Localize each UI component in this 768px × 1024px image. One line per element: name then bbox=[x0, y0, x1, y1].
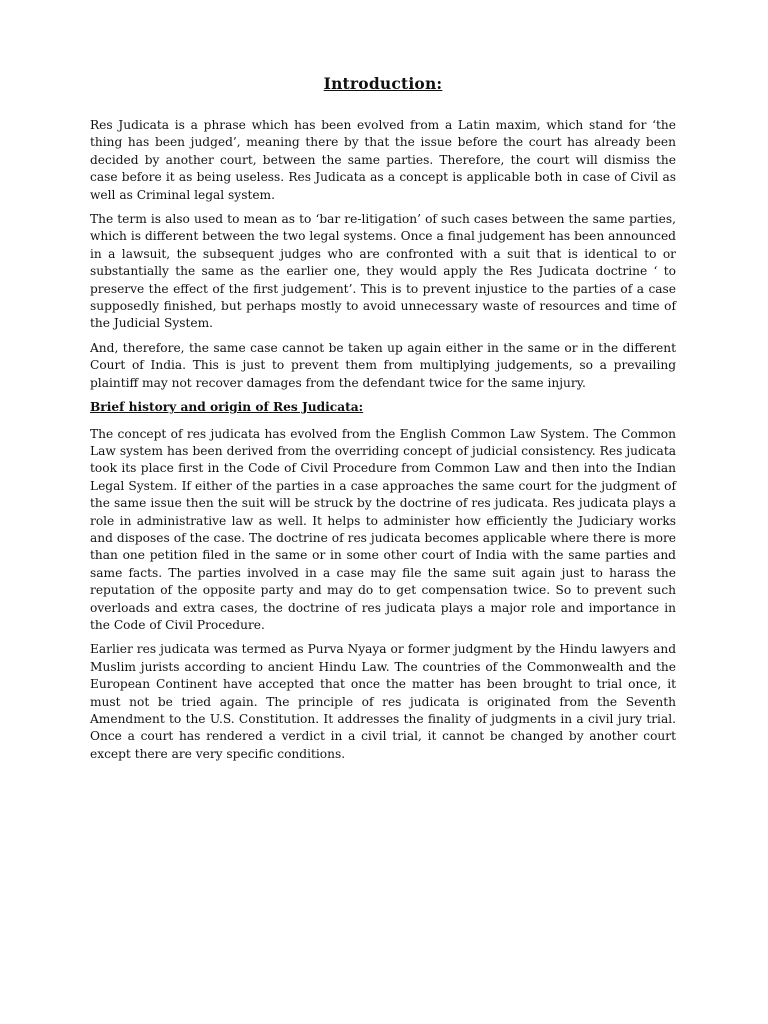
intro-paragraph-1: Res Judicata is a phrase which has been evolved from a Latin maxim, which stand for ‘the thing has been judged’, meaning there by that the issue before the court has already been decided by another court, between the same parties. Therefore, the court will dismiss the case before it as being useless. Res Judicata as a concept is applicable both in case of Civil as well as Criminal legal system. bbox=[90, 118, 676, 202]
history-paragraph-1: The concept of res judicata has evolved from the English Common Law System. The Common Law system has been derived from the overriding concept of judicial consistency. Res judicata took its place first in the Code of Civil Procedure from Common Law and then into the Indian Legal System. If either of the parties in a case approaches the same court for the judgment of the same issue then the suit will be struck by the doctrine of res judicata. Res judicata plays a role in administrative law as well. It helps to administer how efficiently the Judiciary works and disposes of the case. The doctrine of res judicata becomes applicable where there is more than one petition filed in the same or in some other court of India with the same parties and same facts. The parties involved in a case may file the same suit again just to harass the reputation of the opposite party and may do to get compensation twice. So to prevent such overloads and extra cases, the doctrine of res judicata plays a major role and importance in the Code of Civil Procedure. bbox=[90, 426, 676, 632]
intro-paragraph-3: And, therefore, the same case cannot be taken up again either in the same or in the different Court of India. This is just to prevent them from multiplying judgements, so a prevailing plaintiff may not recover damages from the defendant twice for the same injury. bbox=[90, 340, 676, 390]
history-paragraph-2: Earlier res judicata was termed as Purva Nyaya or former judgment by the Hindu lawyers and Muslim jurists according to ancient Hindu Law. The countries of the Commonwealth and the European Continent have accepted that once the matter has been brought to trial once, it must not be tried again. The principle of res judicata is originated from the Seventh Amendment to the U.S. Constitution. It addresses the finality of judgments in a civil jury trial. Once a court has rendered a verdict in a civil trial, it cannot be changed by another court except there are very specific conditions. bbox=[90, 642, 676, 761]
document-page bbox=[90, 74, 676, 770]
intro-paragraph-2: The term is also used to mean as to ‘bar re-litigation’ of such cases between the same parties, which is different between the two legal systems. Once a final judgement has been announced in a lawsuit, the subsequent judges who are confronted with a suit that is identical to or substantially the same as the earlier one, they would apply the Res Judicata doctrine ‘ to preserve the effect of the first judgement’. This is to prevent injustice to the parties of a case supposedly finished, but perhaps mostly to avoid unnecessary waste of resources and time of the Judicial System. bbox=[90, 212, 676, 331]
history-section-heading: Brief history and origin of Res Judicata: bbox=[90, 400, 364, 415]
page-title: Introduction: bbox=[323, 74, 443, 93]
